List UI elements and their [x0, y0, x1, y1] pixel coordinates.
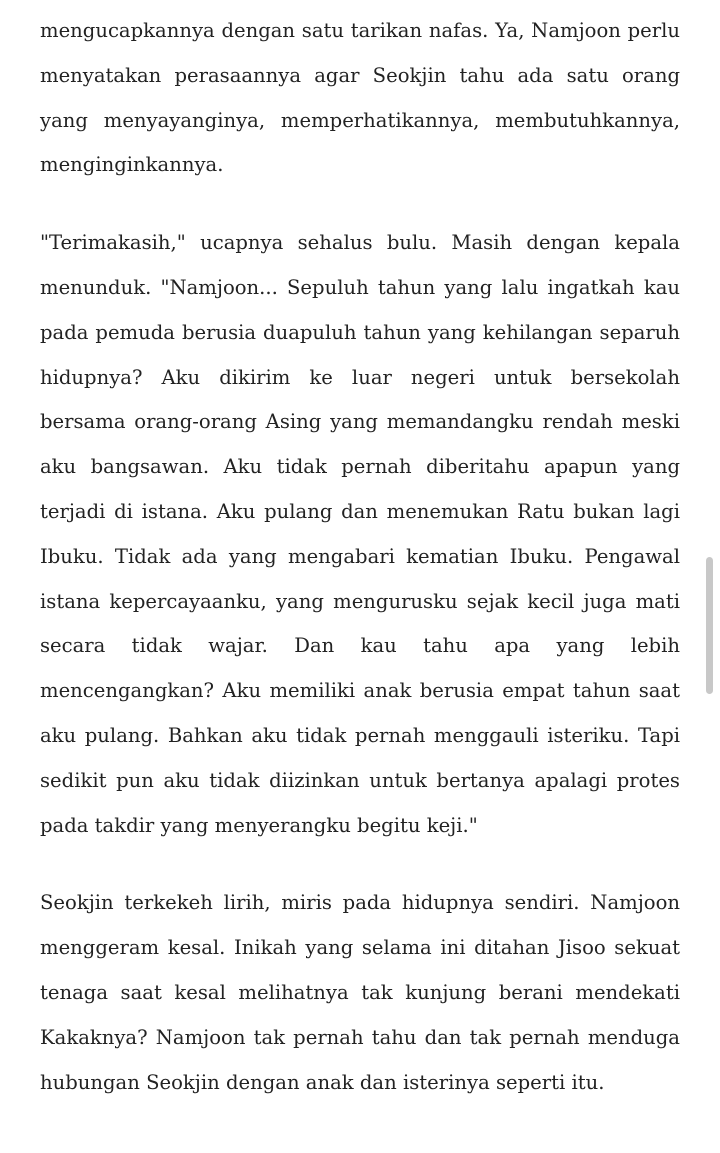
paragraph-2: "Terimakasih," ucapnya sehalus bulu. Masih dengan kepala menunduk. "Namjoon... Sepuluh tahun yang lalu ingatkah kau pada pemuda berusia duapuluh tahun yang kehilangan separuh hidupnya? Aku dikirim ke luar negeri untuk bersekolah bersama orang-orang Asing yang memandangku rendah meski aku bangsawan. Aku tidak pernah diberitahu apapun yang terjadi di istana. Aku pulang dan menemukan Ratu bukan lagi Ibuku. Tidak ada yang mengabari kematian Ibuku. Pengawal istana kepercayaanku, yang mengurusku sejak kecil juga mati secara tidak wajar. Dan kau tahu apa yang lebih mencengangkan? Aku memiliki anak berusia empat tahun saat aku pulang. Bahkan aku tidak pernah menggauli isteriku. Tapi sedikit pun aku tidak diizinkan untuk bertanya apalagi protes pada takdir yang menyerangku begitu keji." [40, 231, 680, 837]
story-text [40, 9, 680, 1105]
paragraph-3: Seokjin terkekeh lirih, miris pada hidupnya sendiri. Namjoon menggeram kesal. Inikah yang selama ini ditahan Jisoo sekuat tenaga saat kesal melihatnya tak kunjung berani mendekati Kakaknya? Namjoon tak pernah tahu dan tak pernah menduga hubungan Seokjin dengan anak dan isterinya seperti itu. [40, 891, 680, 1094]
scrollbar-thumb[interactable] [706, 557, 713, 694]
paragraph-1: mengucapkannya dengan satu tarikan nafas. Ya, Namjoon perlu menyatakan perasaannya agar Seokjin tahu ada satu orang yang menyayanginya, memperhatikannya, membutuhkannya, menginginkannya. [40, 19, 680, 177]
